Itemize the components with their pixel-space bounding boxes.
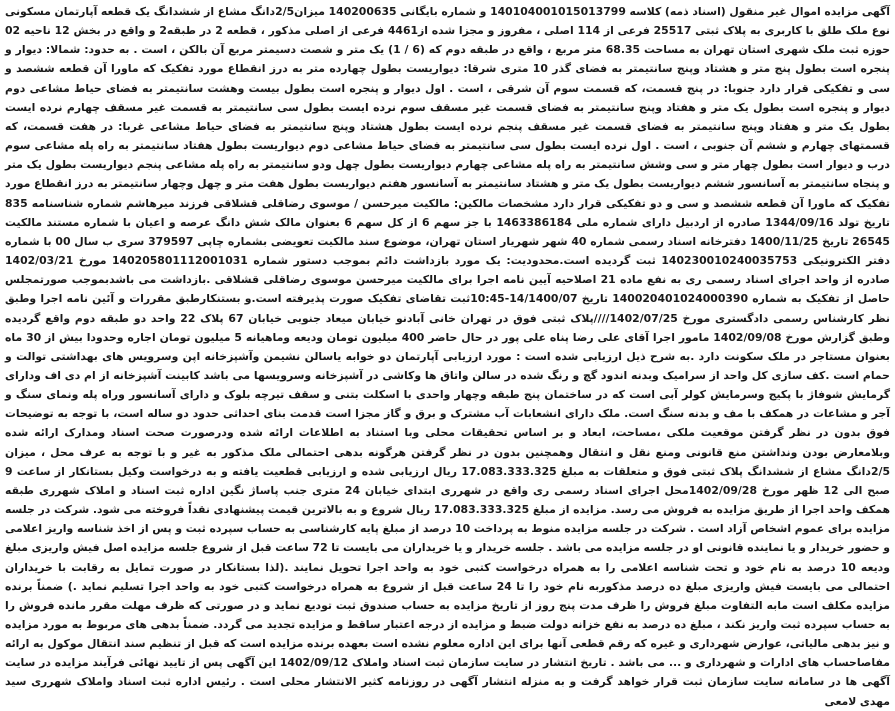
auction-notice-text: آگهی مزایده اموال غیر منقول (اسناد ذمه) کلاسه 140104001015013799 و شماره بایگانی 140200635 میزان2/5دانگ مشاع از ششدانگ یک قطعه آپارتمان مسکونی نوع ملک طلق با کاربری به پلاک ثبتی 25517 فرعی از 114 اصلی ، مفروز و مجزا شده از4461 فرعی از اصلی مذکور ، قطعه 2 در طبقه2 و واقع در بخش 12 ناحیه 02 حوزه ثبت ملک شهری استان تهران به مساحت 68.35 متر مربع ، واقع در طبقه دوم که (6 / 1) یک متر و شصت دسیمتر مربع آن بالکن ، است . به حدود: شمالا: دیوار و پنجره است بطول پنج متر و هشتاد وپنج سانتیمتر به فضای گذر 10 متری شرقا: دیواریست بطول چهارده متر به درز انقطاع مورد تفکیک که ماورا آن قطعه ششصد و سی و تفکیکی قرار دارد جنوبا: در پنج قسمت، که قسمت سوم آن شرقی ، است . اول دیوار و پنجره است بطول بیست وهشت سانتیمتر به فضای حیاط مشاعی دوم دیوار و پنجره است بطول یک متر و هفتاد وپنج سانتیمتر به فضای قسمت غیر مسقف سوم نرده ایست بطول سی سانتیمتر به قسمت غیر مسقف چهارم نرده ایست بطول یک متر و هفتاد وپنج سانتیمتر به فضای قسمت غیر مسقف پنجم نرده ایست بطول هشتاد وپنج سانتیمتر به فضای حیاط مشاعی غربا: در هفت قسمت، که قسمتهای چهارم و ششم آن جنوبی ، است . اول نرده ایست بطول سی سانتیمتر به فضای حیاط مشاعی دوم دیواریست بطول هفتاد سانتیمتر به راه پله مشاعی سوم درب و دیوار است بطول چهار متر و سی وشش سانتیمتر به راه پله مشاعی چهارم دیواریست بطول چهل ودو سانتیمتر به راه پله مشاعی پنجم دیواریست بطول یک متر و پنجاه سانتیمتر به آسانسور ششم دیواریست بطول یک متر و هشتاد سانتیمتر به آسانسور هفتم دیواریست بطول هفت متر و چهل وچهار سانتیمتر به درز انقطاع مورد تفکیک که ماورا آن قطعه ششصد و سی و دو تفکیکی قرار دارد مشخصات مالکین: مالکیت میرحسن / موسوی رضاقلی قشلاقی فرزند میرهاشم شماره شناسنامه 835 تاریخ تولد 1344/09/16 صادره از اردبیل دارای شماره ملی 1463386184 با جز سهم 6 از کل سهم 6 بعنوان مالک شش دانگ عرصه و اعیان با شماره مستند مالکیت 26545 تاریخ 1400/11/25 دفترخانه اسناد رسمی شماره 40 شهر شهریار استان تهران، موضوع سند مالکیت تعویضی بشماره چاپی 379597 سری ب سال 00 با شماره دفتر الکترونیکی 140230010240035753 ثبت گردیده است.محدودیت: یک مورد بازداشت دائم بموجب دستور شماره 140205801112001031 مورخ 1402/03/21 صادره از واحد اجرای اسناد رسمی ری به نفع ماده 21 اصلاحیه آیین نامه اجرا برای مالکیت میرحسن موسوی رضاقلی قشلاقی .بازداشت می باشدبموجب صورتمجلس حاصل از تفکیک به شماره 140020401024000390 تاریخ 14/1400/07-10:45ثبت تقاضای تفکیک صورت پذیرفته است.و بستنکارطبق مقررات و آئین نامه اجرا وطبق نظر کارشناس رسمی دادگستری مورخ 1402/07/25////پلاک ثبتی فوق در تهران خانی آبادنو خیابان میعاد جنوبی خیابان 67 پلاک 22 واحد دو طبقه دوم واقع گردیده وطبق گزارش مورخ 1402/09/08 مامور اجرا آقای علی رضا پناه علی پور در حال حاضر 400 میلیون تومان ودیعه وماهیانه 5 میلیون تومان اجاره وحدودا بیش از 30 ماه بعنوان مستاجر در ملک سکونت دارد .به شرح ذیل ارزیابی شده است : مورد ارزیابی آپارتمان دو خوابه یاسالن نشیمن وآشپزخانه اپن وسرویس های بهداشتی توالت و حمام است .کف سازی کل واحد از سرامیک وبدنه اندود گچ و رنگ شده در سالن واتاق ها وکاشی در آشپزخانه وسرویسها می باشد کابینت آشپزخانه از ام دی اف ودارای گرمایش شوفاژ با پکیج وسرمایش کولر آبی است که در ساختمان پنج طبقه وچهار واحدی با اسکلت بتنی و سقف تیرچه بلوک و دارای آسانسور وراه پله ونمای سنگ و آجر و مشاعات در همکف با مف و بدنه سنگ است. ملک دارای انشعابات آب مشترک و برق و گاز مجزا است قدمت بنای احداثی حدود دو ساله است، با توجه به توضیحات فوق بدون در نظر گرفتن موقعیت ملکی ،مساحت، ابعاد و بر اساس تحقیقات محلی وبا استناد به اطلاعات ارائه شده ودرصورت صحت اسناد ومدارک ارائه شده وبلامعارض بودن ونداشتن منع قانونی ومنع نقل و انتقال وهمچنین بدون در نظر گرفتن هرگونه بدهی احتمالی ملک مذکور به غیر و با توجه به عرف محل ، میزان 2/5دانگ مشاع از ششدانگ پلاک ثبتی فوق و متعلقات به مبلغ 17.083.333.325 ریال ارزیابی شده و ارزیابی قطعیت یافته و به درخواست وکیل بستانکار از ساعت 9 صبح الی 12 ظهر مورخ 1402/09/28محل اجرای اسناد رسمی ری واقع در شهرری ابتدای خیابان 24 متری جنب پاساژ نگین اداره ثبت اسناد و املاک شهرری طبقه همکف واحد اجرا از طریق مزایده به فروش می رسد. مزایده از مبلغ 17.083.333.325 ریال شروع و به بالاترین قیمت پیشنهادی نقداً فروخته می شود. شرکت در جلسه مزایده برای عموم اشخاص آزاد است . شرکت در جلسه مزایده منوط به پرداخت 10 درصد از مبلغ پایه کارشناسی به حساب سپرده ثبت و پس از اخذ شناسه واریز اعلامی و حضور خریدار و یا نماینده قانونی او در جلسه مزایده می باشد . جلسه خریدار و یا خریداران می بایست تا 72 ساعت قبل از شروع جلسه مزایده اصل فیش واریزی مبلغ ودیعه 10 درصد به نام خود و تحت شناسه اعلامی را به همراه درخواست کتبی خود به واحد اجرا تحویل نمایند .(لذا بستانکار در صورت تمایل به رقابت با خریداران احتمالی می بایست فیش واریزی مبلغ ده درصد مذکوربه نام خود را تا 24 ساعت قبل از شروع به همراه درخواست کتبی خود به واحد اجرا تسلیم نماید .) ضمناً برنده مزایده مکلف است مابه التفاوت مبلغ فروش را ظرف مدت پنج روز از تاریخ مزایده به حساب صندوق ثبت تودیع نماید و در صورتی که ظرف مهلت مقرر مانده فروش را به حساب سپرده ثبت واریز نکند ، مبلغ ده درصد به نفع خزانه دولت ضبط و مزایده از درجه اعتبار ساقط و مزایده تجدید می گردد. ضمناً بدهی های مربوط به مورد مزایده و نیز بدهی مالیاتی، عوارض شهرداری و غیره که رقم قطعی آنها برای این اداره معلوم نشده است بعهده برنده مزایده است که قبل از تنظیم سند انتقال موکول به ارائه مفاصاحساب های ادارات و شهرداری و ... می باشد . تاریخ انتشار در سایت سازمان ثبت اسناد واملاک 1402/09/12 این آگهی پس از تایید نهائی فرآیند مزایده در سایت آگهی ها در سامانه سایت سازمان ثبت قرار خواهد گرفت و به منزله انتشار آگهی در روزنامه کثیر الانتشار محلی است . رئیس اداره ثبت اسناد واملاک شهرری سید مهدی لامعی (5, 5, 891, 708)
